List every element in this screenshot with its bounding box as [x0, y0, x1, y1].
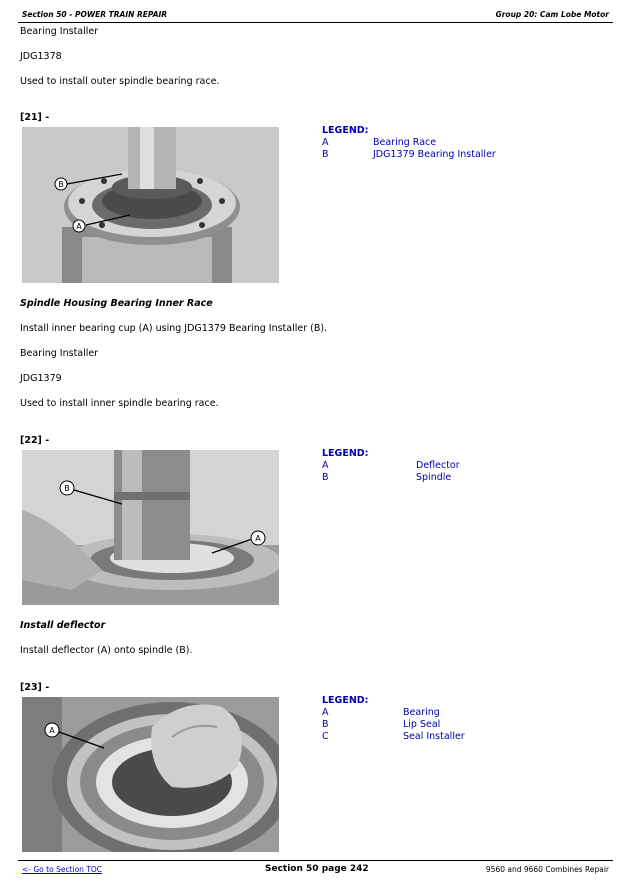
step-22-number: [22] - — [20, 435, 50, 446]
legend-value: Deflector — [416, 460, 460, 471]
step-22-legend — [322, 448, 460, 484]
callout-a: A — [76, 222, 82, 231]
legend-key: A — [322, 460, 329, 471]
legend-value: JDG1379 Bearing Installer — [373, 149, 496, 160]
tool-usage: Used to install inner spindle bearing race. — [20, 398, 219, 409]
step-21-photo — [22, 127, 279, 283]
footer-divider — [18, 860, 613, 861]
legend-value: Spindle — [416, 472, 452, 483]
callout-b: B — [64, 484, 70, 493]
legend-row — [322, 707, 440, 719]
legend-key: B — [322, 719, 329, 730]
tool-name: Bearing Installer — [20, 348, 99, 359]
tool-number: JDG1379 — [20, 373, 62, 384]
step-23-number: [23] - — [20, 682, 50, 693]
tool-name: Bearing Installer — [20, 26, 99, 37]
bearing-seal-photo — [22, 697, 279, 852]
step-21-number: [21] - — [20, 112, 50, 123]
step-23-photo — [22, 697, 279, 852]
legend-key: B — [322, 472, 329, 483]
legend-title: LEGEND: — [322, 695, 369, 706]
group-title: Group 20: Cam Lobe Motor — [495, 10, 609, 19]
manual-title: 9560 and 9660 Combines Repair — [485, 865, 609, 874]
page-number: Section 50 page 242 — [265, 864, 369, 874]
legend-value: Lip Seal — [403, 719, 441, 730]
section-heading: Install deflector — [20, 620, 106, 631]
legend-key: A — [322, 137, 329, 148]
legend-row — [322, 460, 460, 472]
toc-link[interactable]: <- Go to Section TOC — [22, 865, 103, 874]
legend-key: A — [322, 707, 329, 718]
step-21-legend — [322, 125, 496, 161]
callout-a: A — [255, 534, 261, 543]
legend-value: Bearing — [403, 707, 440, 718]
legend-row — [322, 472, 452, 484]
step-23-legend — [322, 695, 465, 743]
legend-title: LEGEND: — [322, 125, 369, 136]
legend-value: Seal Installer — [403, 731, 465, 742]
callout-b: B — [58, 180, 64, 189]
legend-value: Bearing Race — [373, 137, 437, 148]
legend-row — [322, 731, 465, 743]
legend-key: B — [322, 149, 329, 160]
legend-row — [322, 137, 437, 149]
legend-row — [322, 719, 441, 731]
deflector-photo — [22, 450, 279, 605]
tool-usage: Used to install outer spindle bearing race. — [20, 76, 220, 87]
tool-number: JDG1378 — [20, 51, 62, 62]
legend-row — [322, 149, 496, 161]
instruction-text: Install inner bearing cup (A) using JDG1379 Bearing Installer (B). — [20, 323, 328, 334]
section-title: Section 50 - POWER TRAIN REPAIR — [22, 10, 168, 19]
legend-title: LEGEND: — [322, 448, 369, 459]
header-divider — [18, 22, 613, 23]
section-heading: Spindle Housing Bearing Inner Race — [20, 298, 213, 309]
callout-a: A — [49, 726, 55, 735]
instruction-text: Install deflector (A) onto spindle (B). — [20, 645, 193, 656]
legend-key: C — [322, 731, 329, 742]
step-22-photo — [22, 450, 279, 605]
bearing-race-photo — [22, 127, 279, 283]
